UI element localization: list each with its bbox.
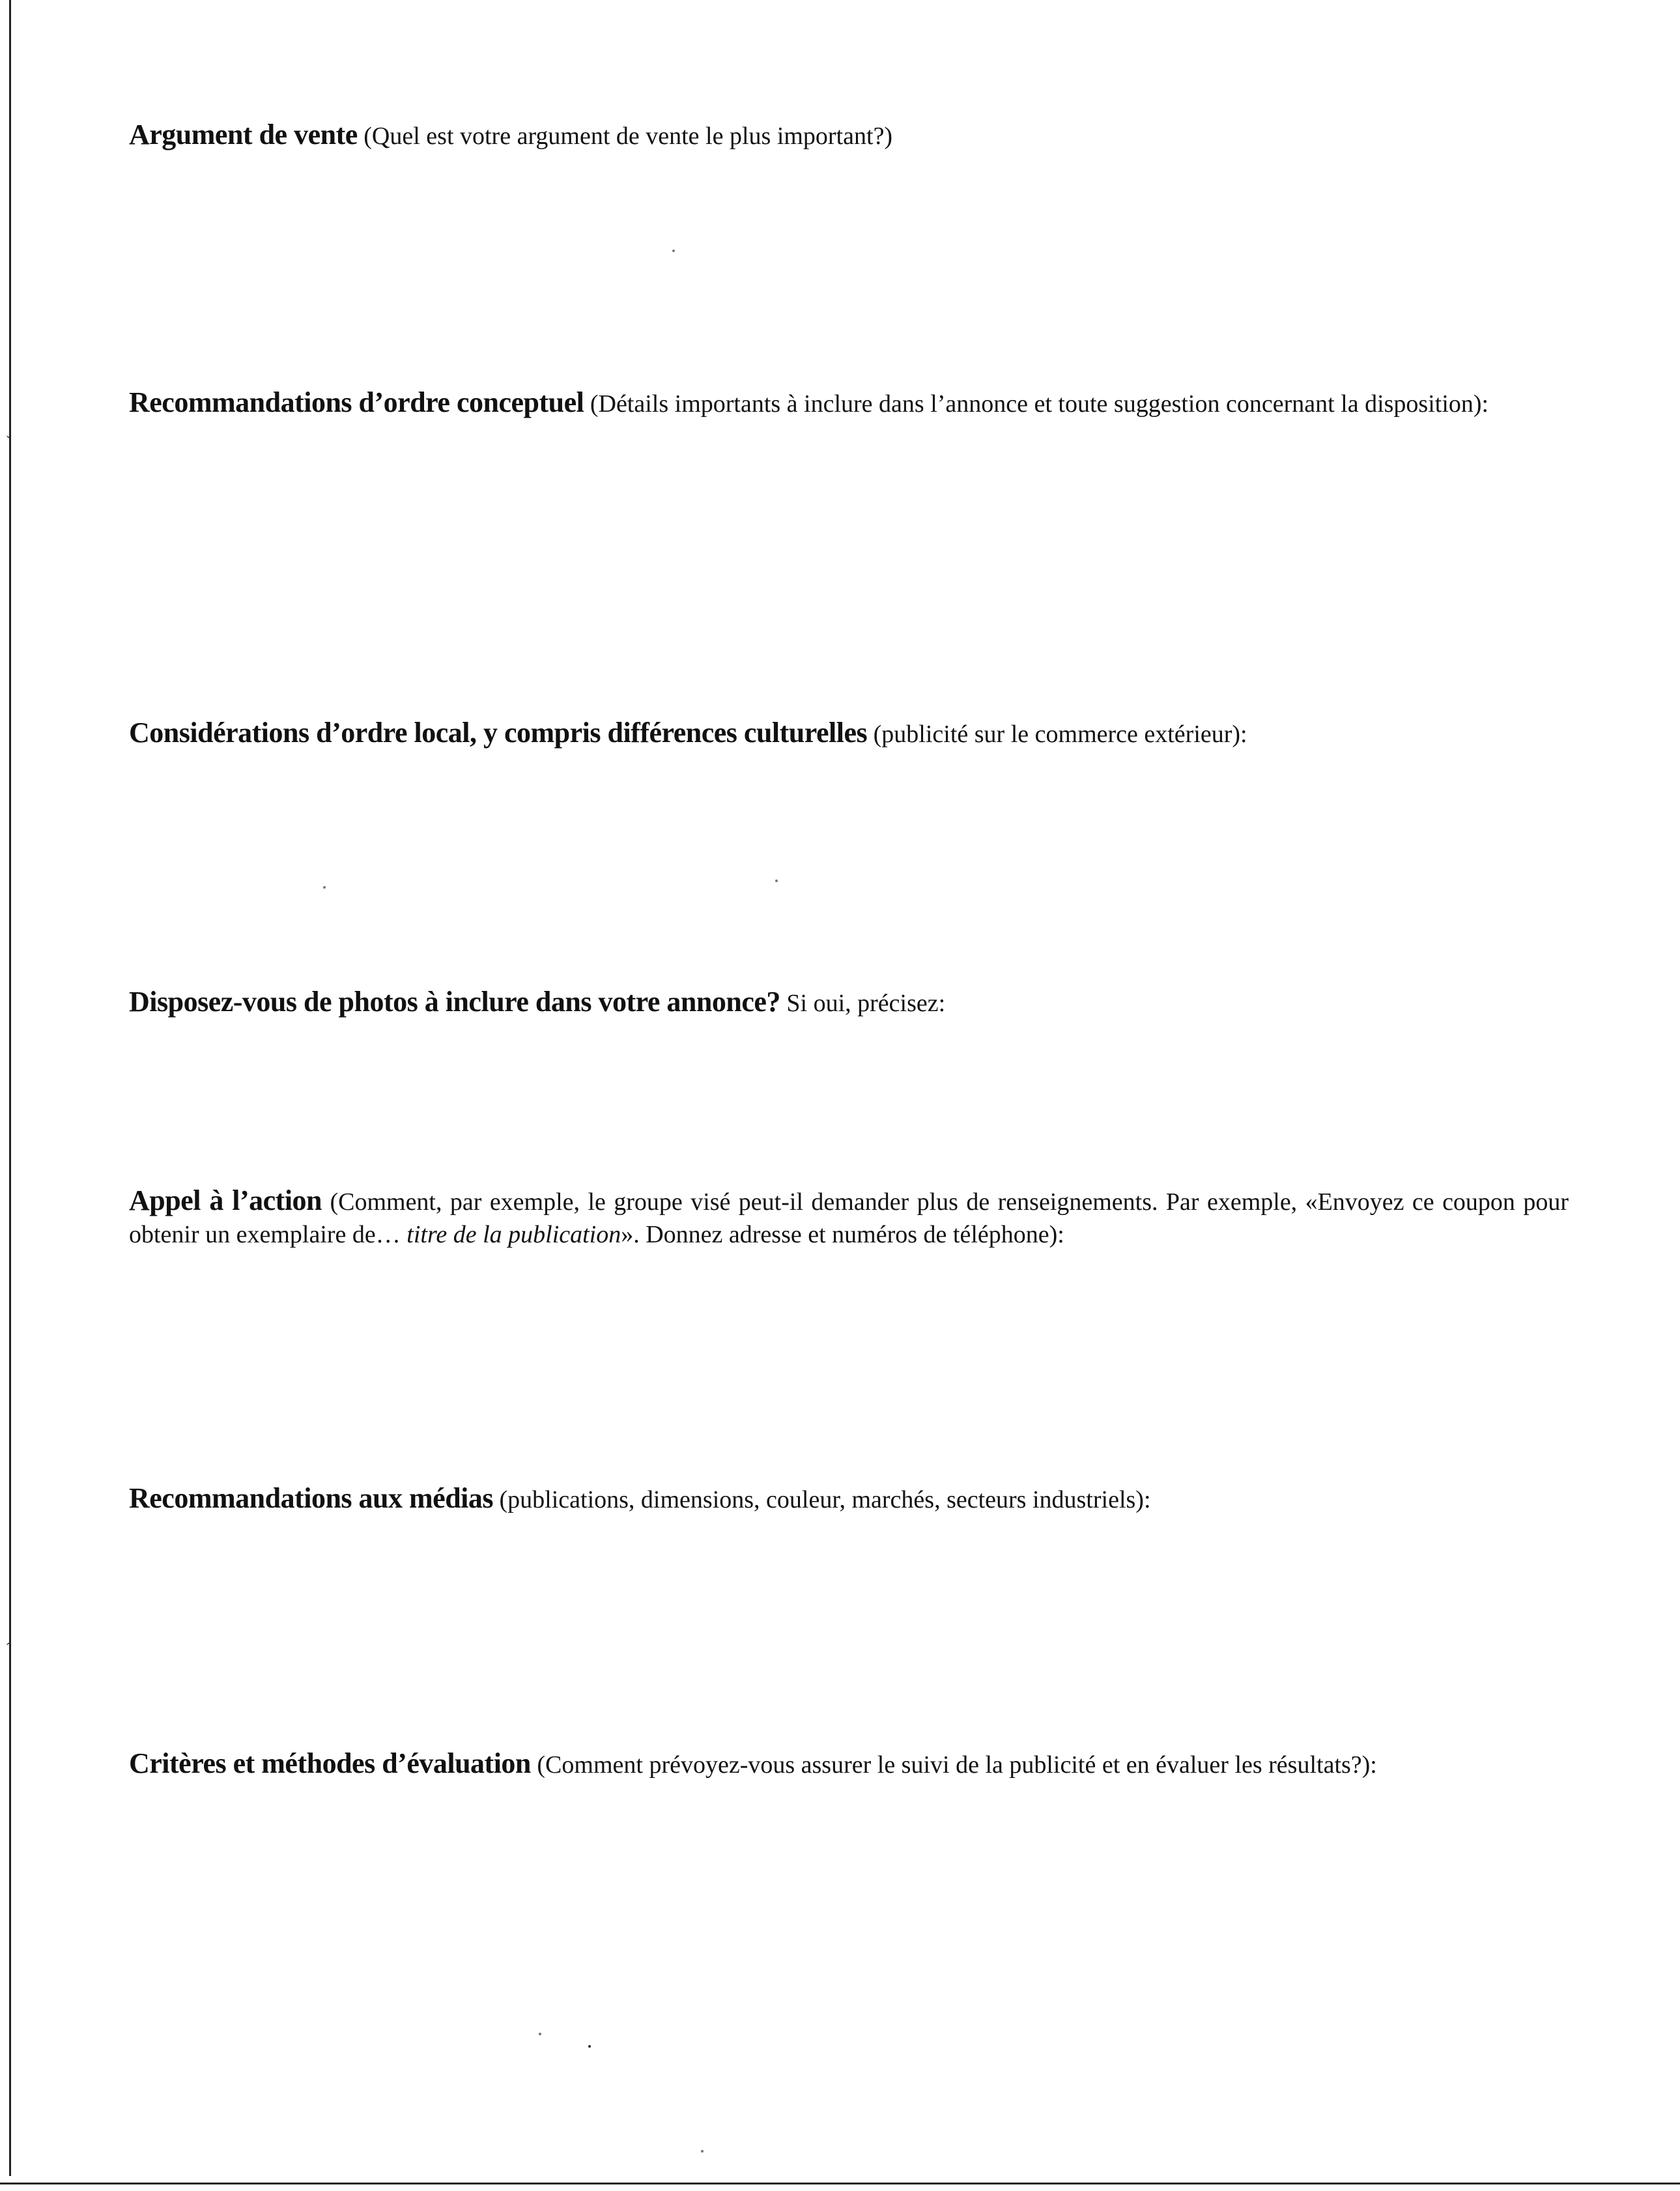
section-considerations-locales — [129, 717, 1569, 751]
section-description: Si oui, précisez: — [786, 990, 946, 1017]
section-description: (publications, dimensions, couleur, marchés, secteurs industriels): — [499, 1486, 1151, 1513]
section-appel-action — [129, 1184, 1569, 1251]
section-description: (Quel est votre argument de vente le plus important?) — [363, 122, 893, 150]
scan-border-left — [9, 0, 11, 2176]
section-description-end: ». Donnez adresse et numéros de téléphone): — [621, 1221, 1064, 1248]
section-recommandations-medias — [129, 1482, 1569, 1516]
scan-speck — [588, 2045, 591, 2048]
section-heading: Disposez-vous de photos à inclure dans votre annonce? — [129, 986, 780, 1018]
scan-speck — [775, 880, 778, 882]
scan-mark: ˆ — [7, 1640, 12, 1656]
section-description: (Comment prévoyez-vous assurer le suivi de la publicité et en évaluer les résultats?): — [537, 1751, 1377, 1779]
section-heading: Argument de vente — [129, 119, 358, 150]
scan-mark: ˇ — [7, 433, 12, 449]
section-argument-de-vente — [129, 119, 1569, 152]
section-description: (publicité sur le commerce extérieur): — [873, 721, 1247, 748]
section-heading: Critères et méthodes d’évaluation — [129, 1747, 531, 1779]
section-recommandations-conceptuel — [129, 386, 1569, 420]
scan-speck — [539, 2033, 541, 2035]
section-heading: Considérations d’ordre local, y compris différences culturelles — [129, 717, 868, 749]
section-description: (Comment, par exemple, le groupe visé peut-il demander plus de renseignements. Par exemple, «Envoyez ce coupon pour obtenir un exemplaire de… — [129, 1188, 1569, 1248]
scan-speck — [672, 250, 675, 252]
scan-speck — [323, 886, 326, 889]
scan-speck — [701, 2150, 704, 2153]
section-heading: Appel à l’action — [129, 1184, 322, 1216]
section-heading: Recommandations d’ordre conceptuel — [129, 386, 584, 418]
section-heading: Recommandations aux médias — [129, 1482, 494, 1514]
publication-title-placeholder: titre de la publication — [406, 1221, 621, 1248]
section-photos — [129, 986, 1569, 1020]
section-description: (Détails importants à inclure dans l’annonce et toute suggestion concernant la disposition): — [590, 390, 1489, 418]
section-criteres-evaluation — [129, 1747, 1569, 1781]
scan-border-bottom — [0, 2183, 1680, 2184]
